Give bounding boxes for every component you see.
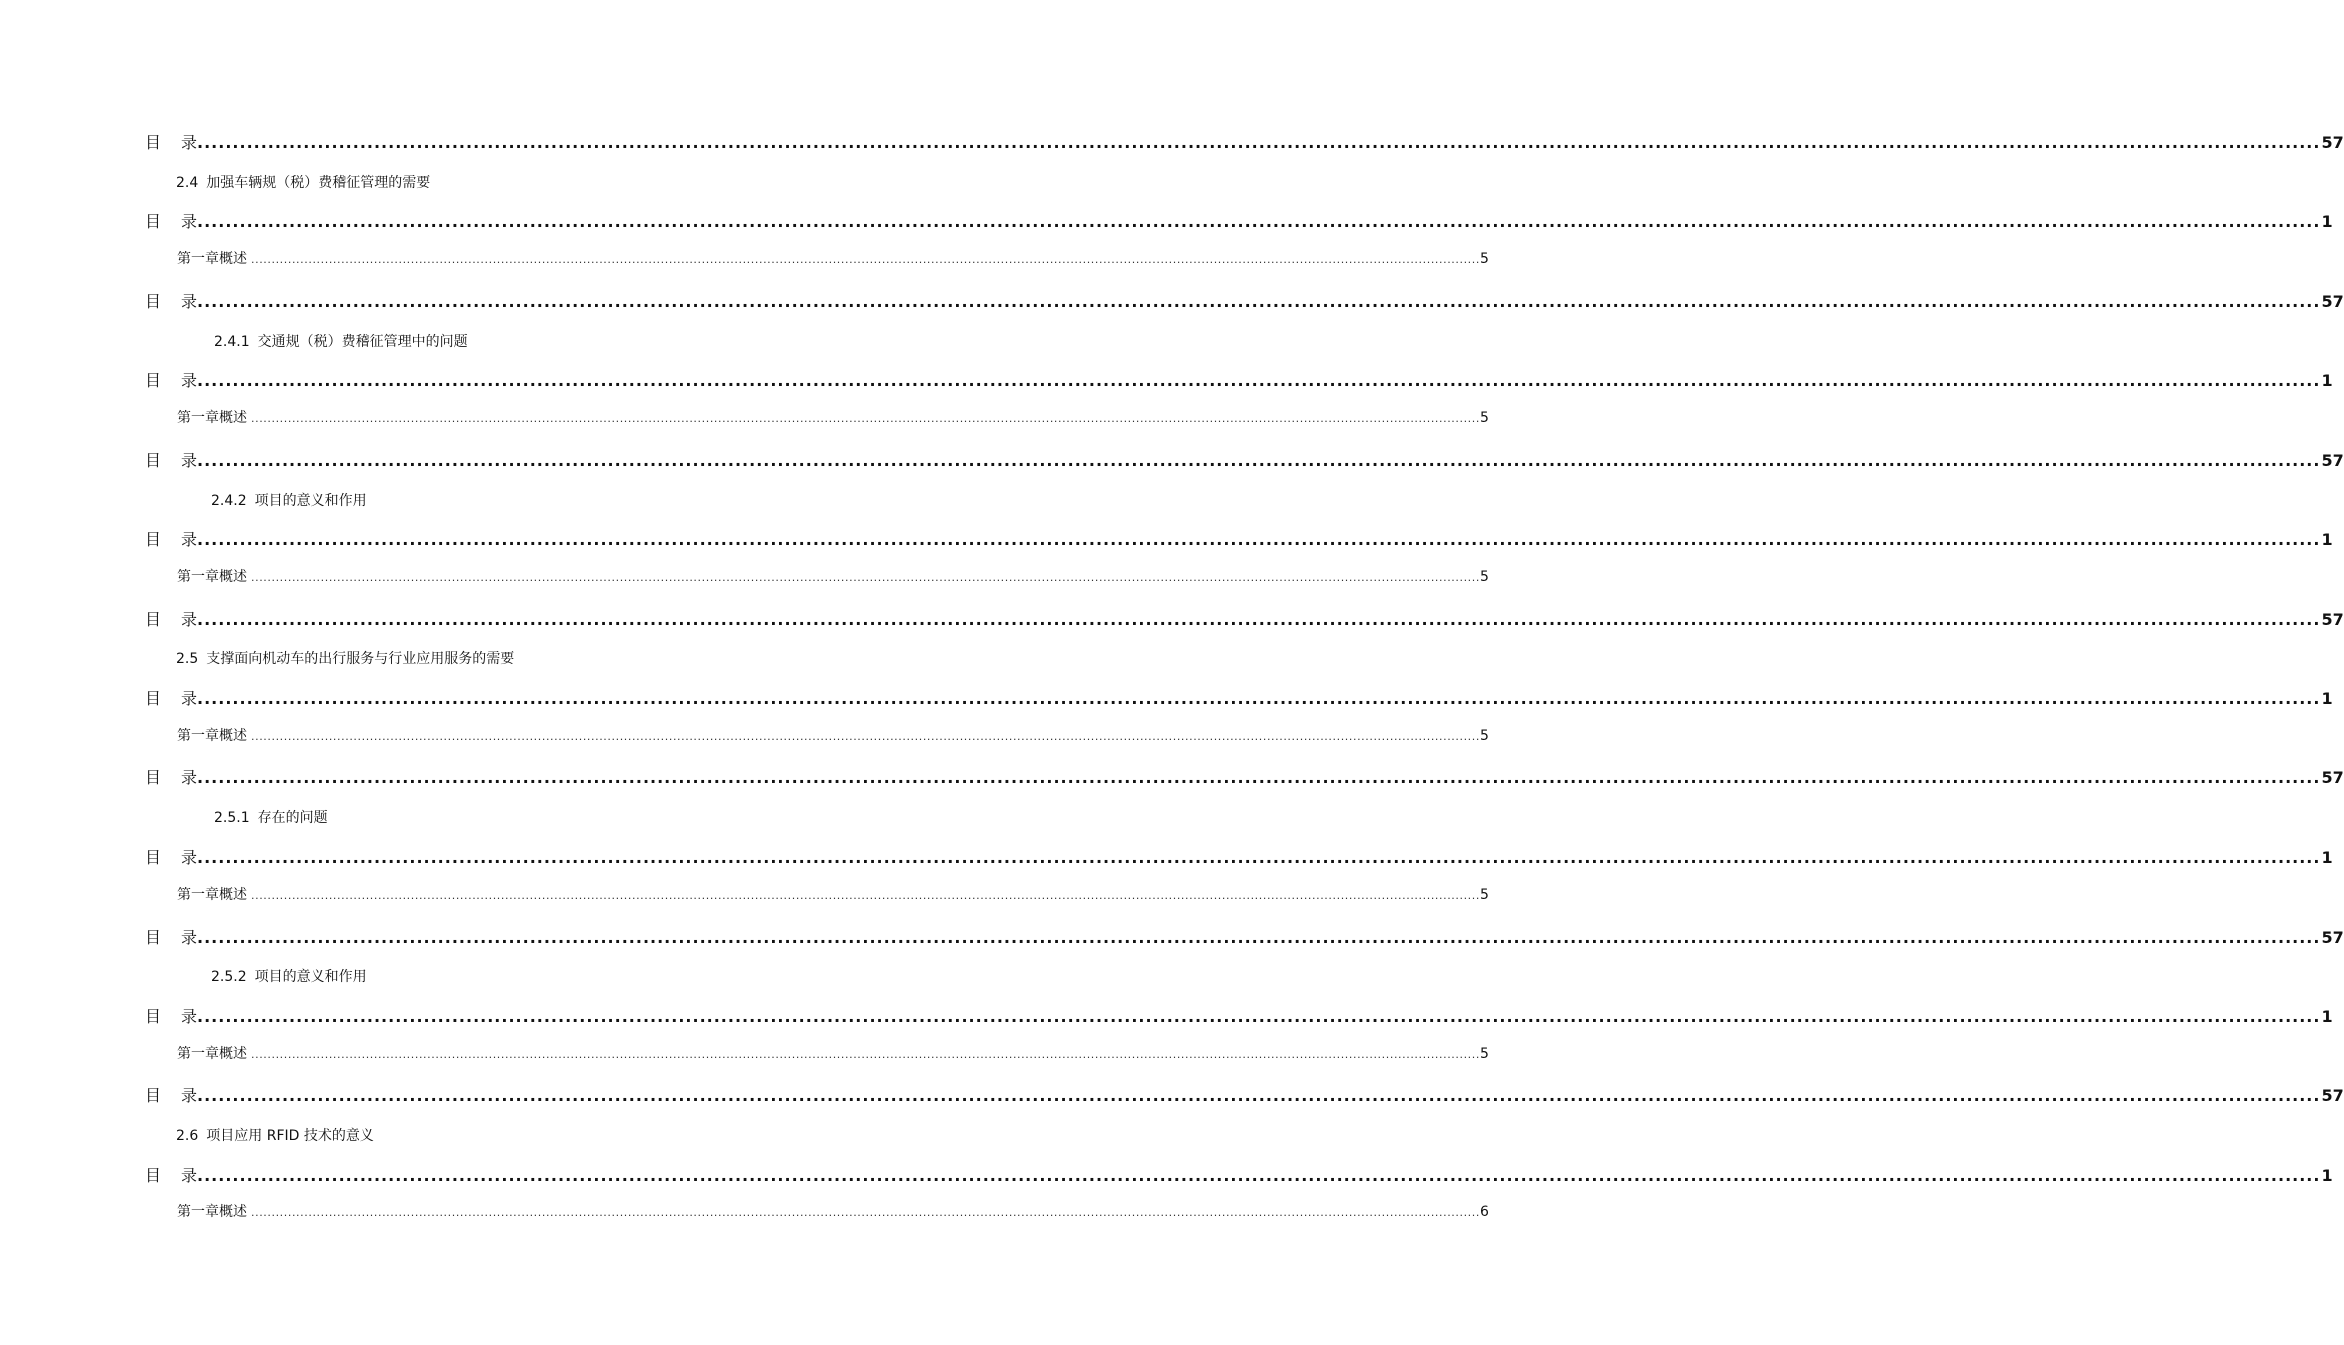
toc-entry[interactable] xyxy=(145,845,2333,868)
toc-entry[interactable] xyxy=(145,289,2344,312)
chapter-label: 第一章 xyxy=(177,569,219,585)
page-number: 1 xyxy=(2321,530,2333,549)
toc-label-char: 录 xyxy=(181,133,198,152)
chapter-label: 第一章 xyxy=(177,251,219,267)
toc-entry[interactable] xyxy=(145,448,2344,471)
page-number: 1 xyxy=(2321,848,2333,867)
toc-label-char: 录 xyxy=(181,848,198,867)
toc-entry-label xyxy=(145,209,197,232)
toc-entry[interactable] xyxy=(145,209,2333,232)
section-heading xyxy=(176,172,430,192)
section-heading xyxy=(211,490,367,510)
toc-label-char: 录 xyxy=(181,371,198,390)
section-number: 2.5.1 xyxy=(214,810,250,826)
section-title: 项目的意义和作用 xyxy=(254,493,367,509)
dot-leader: ............................................................................................................................................................................................................................................................................................................ xyxy=(197,928,2321,947)
dot-leader: ............................................................................................................................................................................................................................................................................................................ xyxy=(197,1086,2321,1105)
toc-entry[interactable] xyxy=(145,686,2333,709)
toc-entry[interactable] xyxy=(145,925,2344,948)
chapter-title: 概述 xyxy=(219,410,247,426)
toc-label-char: 录 xyxy=(181,1166,198,1185)
page-number: 1 xyxy=(2321,1166,2333,1185)
toc-label-char: 目 xyxy=(145,610,162,629)
page-number: 1 xyxy=(2321,212,2333,231)
toc-entry[interactable] xyxy=(145,607,2344,630)
page-number: 5 xyxy=(1479,887,1489,903)
toc-label-char: 录 xyxy=(181,451,198,470)
section-heading xyxy=(176,648,514,668)
page-number: 5 xyxy=(1479,1046,1489,1062)
section-title: 交通规（税）费稽征管理中的问题 xyxy=(257,334,468,350)
chapter-label: 第一章 xyxy=(177,410,219,426)
toc-label-char: 目 xyxy=(145,1086,162,1105)
page-number: 57 xyxy=(2321,928,2344,947)
section-heading xyxy=(214,807,328,827)
dot-leader: ............................................................................................................................................................................................................................................................................................................ xyxy=(251,730,1480,743)
toc-label-char: 目 xyxy=(145,292,162,311)
section-number: 2.4.1 xyxy=(214,334,250,350)
page-number: 6 xyxy=(1479,1204,1489,1220)
chapter-entry[interactable] xyxy=(177,725,1489,745)
page-number: 57 xyxy=(2321,292,2344,311)
chapter-entry[interactable] xyxy=(177,566,1489,586)
toc-entry[interactable] xyxy=(145,1083,2344,1106)
toc-entry-label xyxy=(145,289,197,312)
chapter-entry[interactable] xyxy=(177,1043,1489,1063)
toc-entry-label xyxy=(145,448,197,471)
toc-entry-label xyxy=(145,368,197,391)
page-number: 57 xyxy=(2321,1086,2344,1105)
dot-leader: ............................................................................................................................................................................................................................................................................................................ xyxy=(197,371,2321,390)
chapter-title: 概述 xyxy=(219,1204,247,1220)
toc-entry-label xyxy=(145,130,197,153)
toc-entry[interactable] xyxy=(145,130,2344,153)
toc-entry-label xyxy=(145,1163,197,1186)
toc-label-char: 录 xyxy=(181,768,198,787)
section-title: 存在的问题 xyxy=(257,810,328,826)
toc-entry[interactable] xyxy=(145,527,2333,550)
chapter-title: 概述 xyxy=(219,569,247,585)
page-number: 1 xyxy=(2321,371,2333,390)
toc-entry[interactable] xyxy=(145,1163,2333,1186)
toc-entry[interactable] xyxy=(145,368,2333,391)
chapter-label: 第一章 xyxy=(177,1046,219,1062)
section-title: 项目的意义和作用 xyxy=(254,969,367,985)
toc-entry[interactable] xyxy=(145,1004,2333,1027)
dot-leader: ............................................................................................................................................................................................................................................................................................................ xyxy=(197,451,2321,470)
chapter-title: 概述 xyxy=(219,251,247,267)
toc-label-char: 录 xyxy=(181,928,198,947)
dot-leader: ............................................................................................................................................................................................................................................................................................................ xyxy=(251,889,1480,902)
toc-entry-label xyxy=(145,765,197,788)
toc-label-char: 录 xyxy=(181,212,198,231)
page-number: 5 xyxy=(1479,569,1489,585)
section-number: 2.6 xyxy=(176,1128,199,1144)
chapter-label: 第一章 xyxy=(177,1204,219,1220)
dot-leader: ............................................................................................................................................................................................................................................................................................................ xyxy=(197,1166,2321,1185)
dot-leader: ............................................................................................................................................................................................................................................................................................................ xyxy=(197,689,2321,708)
page-number: 5 xyxy=(1479,728,1489,744)
chapter-entry[interactable] xyxy=(177,1201,1489,1221)
toc-entry-label xyxy=(145,925,197,948)
toc-entry-label xyxy=(145,686,197,709)
dot-leader: ............................................................................................................................................................................................................................................................................................................ xyxy=(197,768,2321,787)
toc-label-char: 录 xyxy=(181,610,198,629)
section-number: 2.4 xyxy=(176,175,199,191)
toc-label-char: 录 xyxy=(181,1086,198,1105)
toc-label-char: 目 xyxy=(145,928,162,947)
toc-label-char: 目 xyxy=(145,451,162,470)
section-title: 加强车辆规（税）费稽征管理的需要 xyxy=(206,175,431,191)
toc-label-char: 目 xyxy=(145,768,162,787)
toc-label-char: 目 xyxy=(145,371,162,390)
page-number: 1 xyxy=(2321,1007,2333,1026)
dot-leader: ............................................................................................................................................................................................................................................................................................................ xyxy=(251,1206,1480,1219)
dot-leader: ............................................................................................................................................................................................................................................................................................................ xyxy=(197,610,2321,629)
page-number: 5 xyxy=(1479,251,1489,267)
section-title: 支撑面向机动车的出行服务与行业应用服务的需要 xyxy=(206,651,515,667)
chapter-entry[interactable] xyxy=(177,884,1489,904)
dot-leader: ............................................................................................................................................................................................................................................................................................................ xyxy=(197,1007,2321,1026)
toc-entry-label xyxy=(145,1004,197,1027)
page-number: 57 xyxy=(2321,451,2344,470)
dot-leader: ............................................................................................................................................................................................................................................................................................................ xyxy=(251,253,1480,266)
page-number: 57 xyxy=(2321,768,2344,787)
toc-label-char: 目 xyxy=(145,1007,162,1026)
toc-label-char: 录 xyxy=(181,530,198,549)
section-number: 2.4.2 xyxy=(211,493,247,509)
toc-label-char: 目 xyxy=(145,1166,162,1185)
chapter-title: 概述 xyxy=(219,887,247,903)
toc-label-char: 目 xyxy=(145,848,162,867)
toc-label-char: 目 xyxy=(145,689,162,708)
toc-label-char: 录 xyxy=(181,292,198,311)
toc-entry-label xyxy=(145,845,197,868)
page-number: 1 xyxy=(2321,689,2333,708)
section-heading xyxy=(176,1125,374,1145)
chapter-label: 第一章 xyxy=(177,728,219,744)
toc-label-char: 目 xyxy=(145,212,162,231)
dot-leader: ............................................................................................................................................................................................................................................................................................................ xyxy=(197,292,2321,311)
dot-leader: ............................................................................................................................................................................................................................................................................................................ xyxy=(197,133,2321,152)
toc-label-char: 目 xyxy=(145,530,162,549)
dot-leader: ............................................................................................................................................................................................................................................................................................................ xyxy=(197,848,2321,867)
page-number: 5 xyxy=(1479,410,1489,426)
section-number: 2.5.2 xyxy=(211,969,247,985)
toc-label-char: 录 xyxy=(181,689,198,708)
toc-entry-label xyxy=(145,527,197,550)
toc-label-char: 目 xyxy=(145,133,162,152)
page-number: 57 xyxy=(2321,610,2344,629)
section-number: 2.5 xyxy=(176,651,199,667)
chapter-entry[interactable] xyxy=(177,248,1489,268)
chapter-title: 概述 xyxy=(219,1046,247,1062)
section-title: 项目应用 RFID 技术的意义 xyxy=(206,1128,374,1144)
toc-label-char: 录 xyxy=(181,1007,198,1026)
chapter-title: 概述 xyxy=(219,728,247,744)
chapter-label: 第一章 xyxy=(177,887,219,903)
dot-leader: ............................................................................................................................................................................................................................................................................................................ xyxy=(251,571,1480,584)
toc-entry[interactable] xyxy=(145,765,2344,788)
dot-leader: ............................................................................................................................................................................................................................................................................................................ xyxy=(251,412,1480,425)
dot-leader: ............................................................................................................................................................................................................................................................................................................ xyxy=(197,212,2321,231)
dot-leader: ............................................................................................................................................................................................................................................................................................................ xyxy=(197,530,2321,549)
chapter-entry[interactable] xyxy=(177,407,1489,427)
toc-entry-label xyxy=(145,1083,197,1106)
toc-entry-label xyxy=(145,607,197,630)
dot-leader: ............................................................................................................................................................................................................................................................................................................ xyxy=(251,1048,1480,1061)
section-heading xyxy=(214,331,468,351)
page-number: 57 xyxy=(2321,133,2344,152)
section-heading xyxy=(211,966,367,986)
